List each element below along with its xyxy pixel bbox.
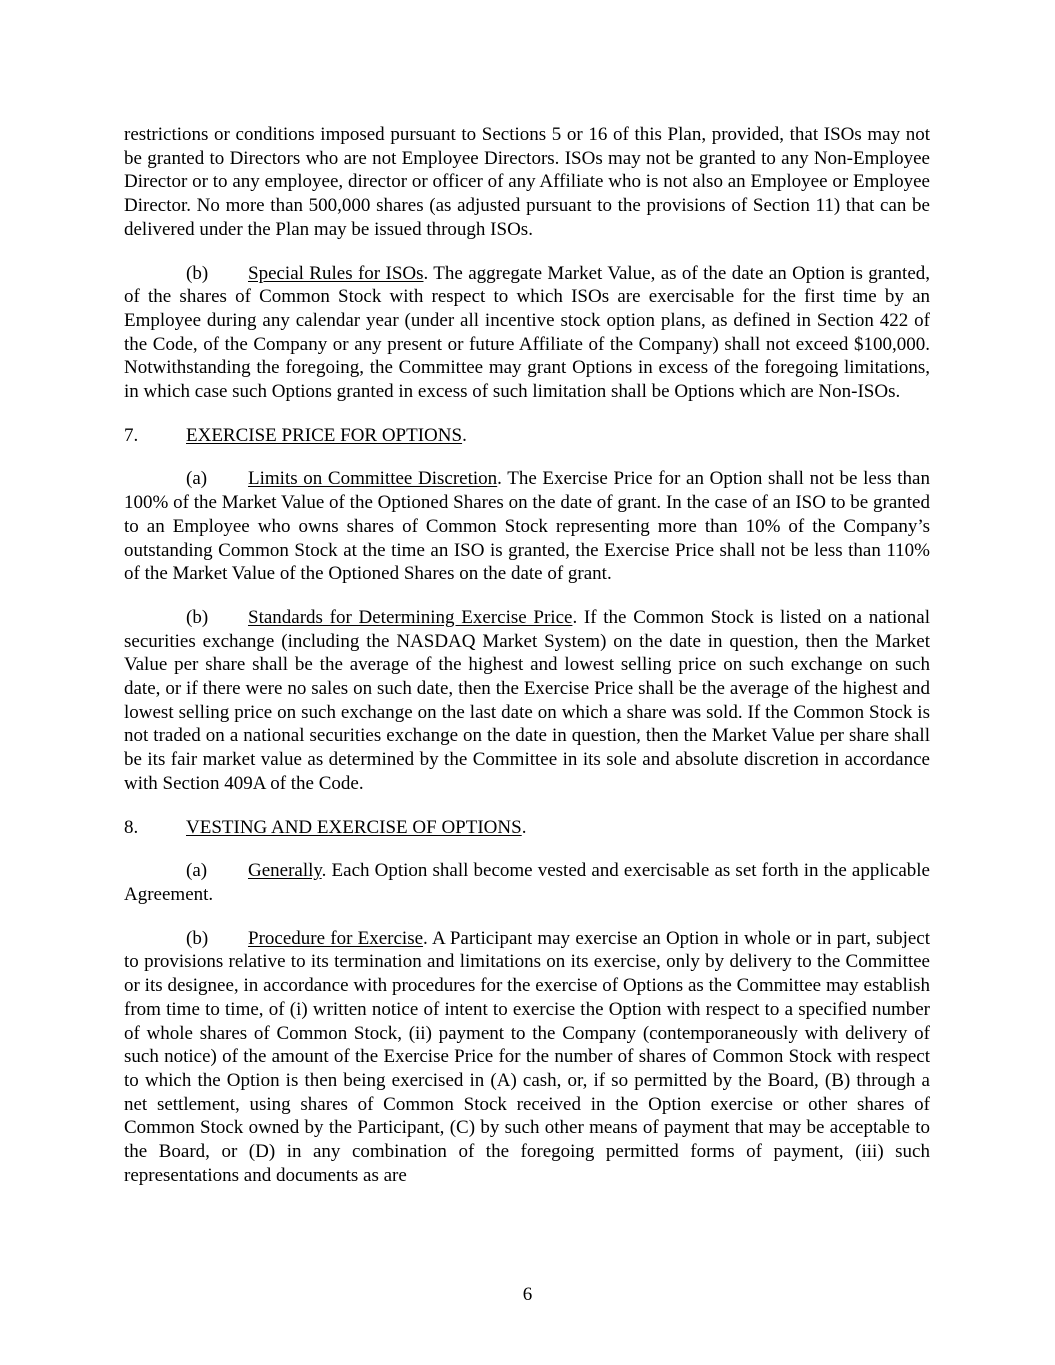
paragraph-label: (a) — [186, 468, 208, 490]
section-title-suffix: . — [521, 816, 527, 838]
paragraph-label: (b) — [186, 606, 209, 628]
paragraph-title: Special Rules for ISOs — [248, 262, 424, 284]
paragraph-title: Procedure for Exercise — [248, 927, 424, 949]
paragraph-limits-committee — [124, 467, 930, 586]
paragraph-label: (a) — [186, 860, 208, 882]
paragraph-title: Limits on Committee Discretion — [248, 468, 498, 490]
section-number: 7. — [124, 424, 139, 446]
paragraph-label: (b) — [186, 927, 209, 949]
paragraph-iso-restrictions: restrictions or conditions imposed pursuant to Sections 5 or 16 of this Plan, provided, that ISOs may not be granted to Directors who are not Employee Directors. ISOs may not be granted to any Non-Employee Director or to any employee, director or officer of any Affiliate who is not also an Employee or Employee Director. No more than 500,000 shares (as adjusted pursuant to the provisions of Section 11) that can be delivered under the Plan may be issued through ISOs. — [124, 124, 930, 240]
section-heading-7 — [124, 424, 930, 448]
page-number: 6 — [522, 1284, 533, 1305]
page-body — [124, 123, 930, 1207]
section-title: EXERCISE PRICE FOR OPTIONS — [186, 424, 463, 446]
paragraph-text: . The Exercise Price for an Option shall not be less than 100% of the Market Value of the Optioned Shares on the date of grant. In the case of an ISO to be granted to an Employee who owns shares of Common Stock representing more than 10% of the Company’s outstanding Common Stock at the time an ISO is granted, the Exercise Price shall not be less than 110% of the Market Value of the Optioned Shares on the date of grant. — [124, 468, 930, 585]
paragraph-text: . A Participant may exercise an Option in whole or in part, subject to provisions relative to its termination and limitations on its exercise, only by delivery to the Committee or its designee, in accordance with procedures for the exercise of Options as the Committee may establish from time to time, of (i) written notice of intent to exercise the Option with respect to a specified number of whole shares of Common Stock, (ii) payment to the Company (contemporaneously with delivery of such notice) of the amount of the Exercise Price for the number of shares of Common Stock with respect to which the Option is then being exercised in (A) cash, or, if so permitted by the Board, (B) through a net settlement, using shares of Common Stock received in the Option exercise or other shares of Common Stock owned by the Participant, (C) by such other means of payment that may be acceptable to the Board, or (D) in any combination of the foregoing permitted forms of payment, (iii) such representations and documents as are — [124, 927, 930, 1186]
paragraph-text: . If the Common Stock is listed on a national securities exchange (including the NASDAQ Market System) on the date in question, then the Market Value per share shall be the average of the highest and lowest selling price on such exchange on such date, or if there were no sales on such date, then the Exercise Price shall be the average of the highest and lowest selling price on such exchange on the last date on which a share was sold. If the Common Stock is not traded on a national securities exchange on the date in question, then the Market Value per share shall be its fair market value as determined by the Committee in its sole and absolute discretion in accordance with Section 409A of the Code. — [124, 606, 930, 794]
section-title: VESTING AND EXERCISE OF OPTIONS — [186, 816, 522, 838]
paragraph-special-rules — [124, 262, 930, 404]
paragraph-generally — [124, 859, 930, 906]
section-number: 8. — [124, 816, 139, 838]
paragraph-text: . The aggregate Market Value, as of the date an Option is granted, of the shares of Common Stock with respect to which ISOs are exercisable for the first time by an Employee during any calendar year (under all incentive stock option plans, as defined in Section 422 of the Code, of the Company or any present or future Affiliate of the Company) shall not exceed $100,000. Notwithstanding the foregoing, the Committee may grant Options in excess of the foregoing limitations, in which case such Options granted in excess of such limitation shall be Options which are Non-ISOs. — [124, 262, 931, 403]
paragraph-standards-exercise-price — [124, 606, 930, 796]
paragraph-label: (b) — [186, 262, 209, 284]
paragraph-title: Standards for Determining Exercise Price — [248, 606, 573, 628]
paragraph-text: . Each Option shall become vested and exercisable as set forth in the applicable Agreement. — [124, 860, 930, 905]
paragraph-procedure-exercise — [124, 927, 930, 1188]
paragraph-title: Generally — [248, 860, 322, 882]
section-title-suffix: . — [462, 424, 467, 446]
section-heading-8 — [124, 816, 930, 840]
